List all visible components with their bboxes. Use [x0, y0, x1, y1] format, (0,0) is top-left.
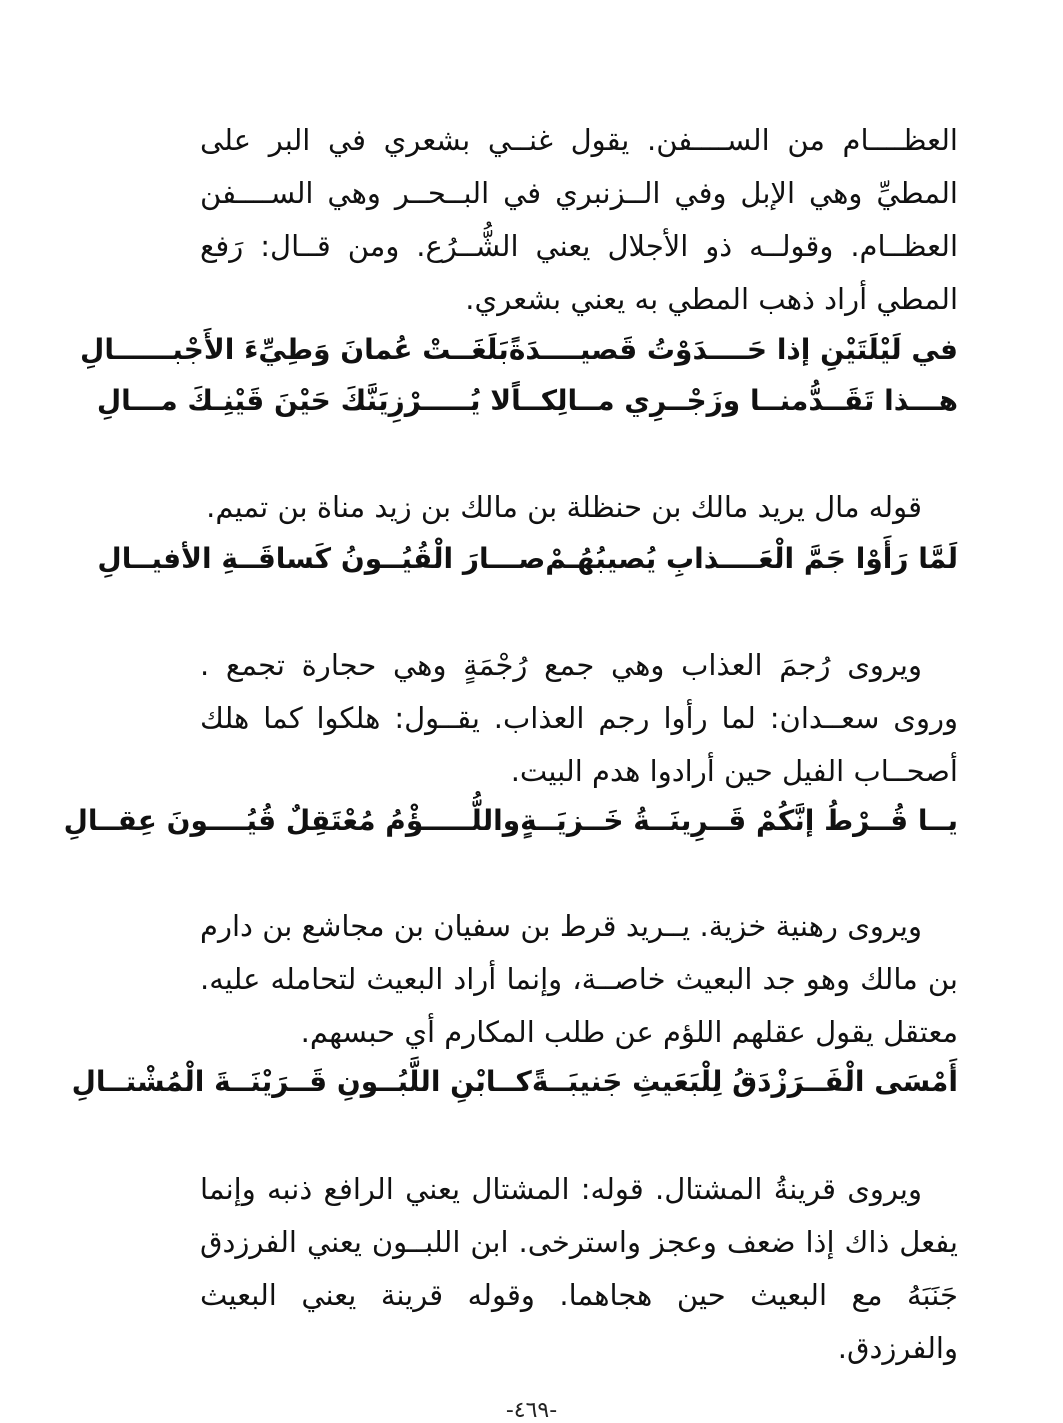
verse-hemistich-left: صـــارَ الْقُيُــونُ كَساقَــةِ الأفيــالِ — [97, 542, 546, 575]
verse-hemistich-left: بَلَغَــتْ عُمانَ وَطِيِّءَ الأَجْبــــــالِ — [80, 333, 509, 366]
paragraph-5 — [200, 1163, 958, 1375]
paragraph-text: ويروى رهنية خزية. يــريد قرط بن سفيان بن مجاشع بن دارم بن مالك وهو جد البعيث خاصــة، وإنما أراد البعيث لتحامله عليه. معتقل يقول عقلهم اللؤم عن طلب المكارم أي حبسهم. — [200, 909, 958, 1049]
paragraph-4 — [200, 900, 958, 1059]
verse-line-5 — [71, 1058, 958, 1106]
paragraph-text: قوله مال يريد مالك بن حنظلة بن مالك بن زيد مناة بن تميم. — [206, 490, 922, 524]
paragraph-2 — [200, 481, 958, 534]
verse-line-1 — [80, 326, 958, 374]
verse-hemistich-left: لا يُـــــرْزِيَنَّكَ حَيْنَ قَيْنِـكَ مـــالِ — [96, 384, 512, 417]
verse-line-3 — [97, 535, 958, 583]
paragraph-3 — [200, 639, 958, 798]
verse-hemistich-right: أَمْسَى الْفَــرَزْدَقُ لِلْبَعَيثِ جَنيبَــةً — [531, 1065, 958, 1098]
verse-hemistich-right: يــا قُــرْطُ إنَّكُمْ قَــرِينَــةُ خَــزيَــةٍ — [520, 804, 958, 837]
verse-line-2 — [96, 377, 958, 425]
verse-hemistich-right: في لَيْلَتَيْنِ إذا حَــــدَوْتُ قَصيــــدَةً — [508, 333, 958, 366]
verse-hemistich-right: لَمَّا رَأَوْا جَمَّ الْعَــــذابِ يُصيبُهُـمْ — [545, 542, 958, 575]
paragraph-text: العظــــام من الســــفن. يقول غنــي بشعري في البر على المطيِّ وهي الإبل وفي الــزنبري في البــحــر وهي الســــفن العظــام. وقولــه ذو الأجلال يعني الشُّــرُع. ومن قــال: رَفع المطي أراد ذهب المطي به يعني بشعري. — [200, 123, 958, 316]
page-number: -٤٦٩- — [505, 1398, 558, 1423]
paragraph-1 — [200, 114, 958, 326]
paragraph-text: ويروى قرينةُ المشتال. قوله: المشتال يعني الرافع ذنبه وإنما يفعل ذاك إذا ضعف وعجز واسترخى. ابن اللبــون يعني الفرزدق جَنَبَهُ مع البعيث حين هجاهما. وقوله قرينة يعني البعيث والفرزدق. — [200, 1172, 958, 1365]
verse-hemistich-left: كــابْنِ اللَّبُــونِ قَــرَيْنَــةَ الْمُشْتــالِ — [71, 1065, 532, 1098]
verse-line-4 — [63, 797, 958, 845]
paragraph-text: ويروى رُجمَ العذاب وهي جمع رُجْمَةٍ وهي حجارة تجمع . وروى سعــدان: لما رأوا رجم العذاب. يقــول: هلكوا كما هلك أصحــاب الفيل حين أرادوا هدم البيت. — [200, 648, 958, 788]
verse-hemistich-right: هـــذا تَقَــدُّمنــا وزَجْــرِي مــالِكــاً — [511, 384, 958, 417]
verse-hemistich-left: واللُّـــــؤْمُ مُعْتَقِلٌ قُيُــــونَ عِقــالِ — [63, 804, 521, 837]
